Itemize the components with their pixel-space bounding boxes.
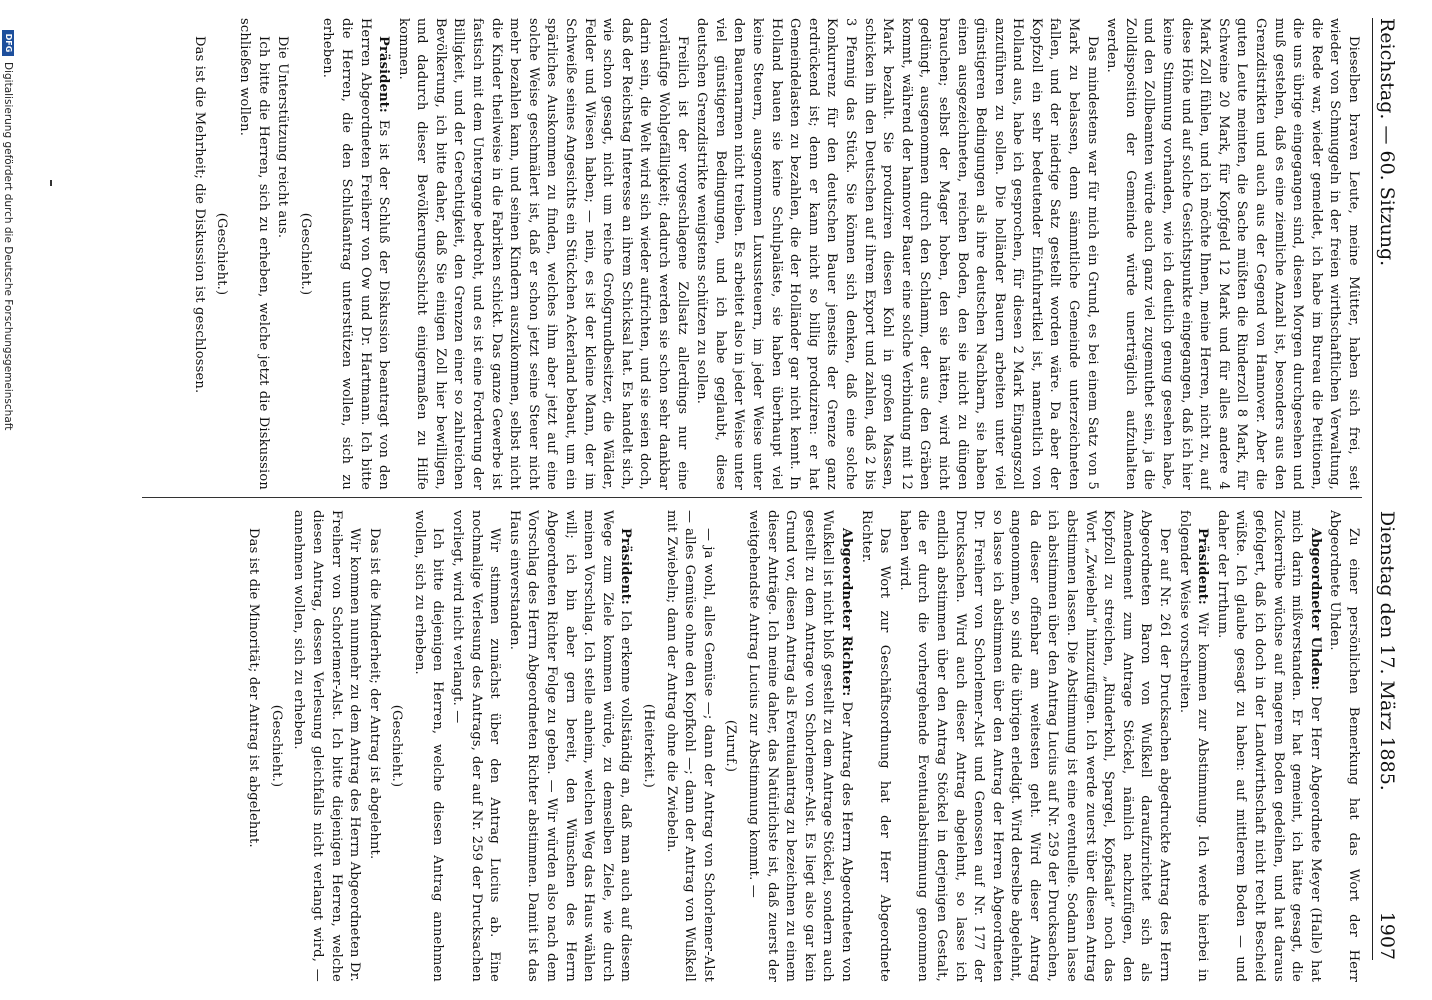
stage-note: (Geschieht.)	[297, 212, 313, 296]
running-head	[1372, 18, 1402, 960]
running-head-date: Dienstag den 17. März 1885.	[1376, 510, 1398, 791]
right-paragraph: Wir kommen nunmehr zu dem Antrag des Herrn Abgeordneten Dr. Freiherr von Schorlemer-Alst. Ich bitte diejenigen Herren, welche diesen Antrag, dessen Verlesung gleichfalls nicht verlangt wird, — annehmen wollen, sich zu erheben.	[291, 510, 363, 982]
right-paragraph: Wir stimmen zunächst über den Antrag Lucius ab. Eine nochmalige Verlesung des Antrags, der auf Nr. 259 der Drucksachen vorliegt, wird nicht verlangt. —	[450, 510, 503, 982]
richter-speech	[743, 510, 855, 982]
right-paragraph: — ja wohl, alles Gemüse —; dann der Antrag von Schorlemer-Alst — alles Gemüse ohne den Kopfkohl —; dann der Antrag von Wußkell mit Zwiebeln; dann der Antrag ohne die Zwiebeln.	[663, 510, 716, 982]
dfg-logo-icon: DFG	[2, 30, 14, 56]
running-head-right	[1376, 489, 1398, 960]
result-line: Das ist die Minorität; der Antrag ist abgelehnt.	[246, 528, 262, 848]
result-line: Das ist die Minderheit; der Antrag ist abgelehnt.	[366, 528, 382, 860]
speaker-name: Abgeordneter Richter:	[838, 528, 854, 697]
page-number: 1907	[1376, 911, 1398, 960]
left-paragraph: Die Unterstützung reicht aus.	[275, 36, 291, 239]
speech-text: Der Antrag des Herrn Abgeordneten von Wußkell ist nicht bloß gestellt zu dem Antrage Stöckel, sondern auch gestellt zu dem Antrage von Schorlemer-Alst. Es liegt also gar kein Grund vor, diesen Antrag als Eventualantrag zu bezeichnen zu einem dieser Anträge. Ich meine daher, das Natürlichste ist, daß zuerst der weitgehendste Antrag Lucius zur Abstimmung kommt. —	[746, 510, 854, 982]
result-line: Das ist die Mehrheit; die Diskussion ist geschlossen.	[191, 36, 207, 394]
right-paragraph: Ich bitte diejenigen Herren, welche diesen Antrag annehmen wollen, sich zu erheben.	[411, 510, 446, 982]
left-paragraph: Ich bitte die Herren, sich zu erheben, welche jetzt die Diskussion schließen wollen.	[236, 18, 271, 490]
speech-text: Wir kommen zur Abstimmung. Ich werde hierbei in folgender Weise vorschreiten.	[1176, 510, 1211, 982]
speech-text: Es ist der Schluß der Diskussion beantragt von den Herren Abgeordneten Freiherr von Ow und Dr. Hartmann. Ich bitte die Herren, die den Schlußantrag unterstützen wollen, sich zu erheben.	[320, 18, 392, 490]
speaker-name: Abgeordneter Uhden:	[1307, 528, 1323, 691]
right-column	[82, 510, 1362, 982]
uhden-speech	[1212, 510, 1324, 982]
stage-note: (Geschieht.)	[268, 704, 284, 788]
speech-text: Ich erkenne vollständig an, daß man auch auf diesem Wege zum Ziele kommen würde, zu demselben Ziele, wie durch meinen Vorschlag. Ich stelle anheim, welchen Weg das Haus wählen will; ich bin aber gern bereit, den Wünschen des Herrn Abgeordneten Richter Folge zu geben. — Wir würden also nach dem Vorschlag des Herrn Abgeordneten Richter abstimmen. Damit ist das Haus einverstanden.	[506, 510, 634, 982]
scan-artifact-mark	[50, 180, 52, 186]
president-speech	[504, 510, 634, 982]
speaker-name: Präsident:	[1195, 528, 1211, 605]
left-paragraph: Dieselben braven Leute, meine Mütter, haben sich frei, seit wieder von Schmuggeln in der freien wirthschaftlichen Verwaltung, die Rede war, wieder gemeldet, ich habe im Bureau die Petitionen, die uns übrige eingegangen sind, diesen Morgen durchgesehen und muß gestehen, daß es eine ziemliche Anzahl ist, besonders aus den Grenzdistrikten und auch aus der Gegend von Hannover. Aber die guten Leute meinten, die Sache müßten die Rinderzoll 8 Mark, für Schweine 20 Mark, für Kopfgeld 12 Mark und für alles andere 4 Mark Zoll fühlen, und ich möchte Ihnen, meine Herren, nicht zu, auf diese Höhe und auf solche Gesichtspunkte eingegangen, daß ich hier keine Stimmung vorhanden, wie ich deutlich genug gesehen habe, und den Zollbeamten würde auch ganz viel zugemuthet sein, ja die Zolldisposition der Gemeinde würde unerträglich aufzuhalten werden.	[1104, 18, 1361, 490]
running-head-left: Reichstag. — 60. Sitzung.	[1376, 18, 1398, 267]
left-paragraph: Das mindestens war für mich ein Grund, es bei einem Satz von 5 Mark zu belassen, denn sämmtliche Gemeinde unterzeichneten fallen, und der niedrige Satz gestellt worden wäre. Da aber der Kopfzoll ein sehr bedeutender Einfuhrartikel ist, namentlich von Holland aus, habe ich gesprochen, für diesen 2 Mark Eingangszoll anzuführen zu sollen. Die holländer Bauern arbeiten unter viel günstigeren Bedingungen als ihre deutschen Nachbarn, sie haben einen ausgezeichneten, reichen Boden, den sie nicht zu düngen brauchen; selbst der Mager hoben, den sie hätten, wird nicht gedüngt, ausgenommen durch den Schlamm, der aus den Gräben kommt, während der hannover Bauer eine solche Verbindung mit 12 Mark bezahlt. Sie produziren diesen Kohl in großen Massen, schicken ihn den Deutschen auf ihrem Export und zahlen, daß 2 bis 3 Pfennig das Stück. Sie können sich denken, daß eine solche Konkurrenz für den deutschen Bauer jenseits der Grenze ganz erdrückend ist; denn er kann nicht so billig produziren: er hat Gemeindelasten zu bezahlen, die der Holländer gar nicht kennt. In Holland bauen sie keine Schulpaläste, sie haben überhaupt viel keine Steuern, ausgenommen Luxussteuern, im jeder Weise unter den Bauernarmen nicht treiben. Es arbeitet also in jeder Weise unter viel günstigeren Bedingungen, und ich habe geglaubt, diese deutschen Grenzdistrikte wenigstens schützen zu sollen.	[694, 18, 1100, 490]
president-speech	[1174, 510, 1211, 982]
right-paragraph: Das Wort zur Geschäftsordnung hat der Herr Abgeordnete Richter.	[858, 510, 893, 982]
column-divider	[142, 497, 1362, 498]
right-paragraph: Zu einer persönlichen Bemerkung hat das Wort der Herr Abgeordnete Uhden.	[1327, 510, 1361, 982]
president-speech	[318, 18, 392, 490]
left-paragraph: Freilich ist der vorgeschlagene Zollsatz allerdings nur eine vorläufige Wohlgefälligkeit; dadurch werden sie schon sehr dankbar darin sein, die Welt wird sich wieder aufrichten, und sie seien doch, daß der Reichstag Interesse an ihrem Schicksal hat. Es handelt sich, wie schon gesagt, nicht um reiche Großgrundbesitzer, die Wälder, Felder und Wiesen haben; — nein, es ist der kleine Mann, der im Schweiße seines Angesichts ein Stückchen Ackerland bebaut, um ein spärliches Auskommen zu finden, welches ihm aber jetzt auf eine solche Weise geschmälert ist, daß er schon jetzt seine Steuer nicht mehr bezahlen kann, und seinen Kindern auszukommen, selbst nicht die Kinder theilweise in die Fabriken schickt. Das ganze Gewerbe ist fastisch mit dem Untergange bedroht, und es ist eine Forderung der Billigkeit, und der Gerechtigkeit, den Grenzen einer so zahlreichen Bevölkerung, ich bitte daher, daß Sie einigen Zoll hier bewilligen, und dadurch dieser Bevölkerungsschicht einigermaßen zu Hilfe kommen.	[395, 18, 690, 490]
speaker-name: Präsident:	[376, 36, 392, 113]
stage-note: (Zuruf.)	[723, 719, 739, 773]
stage-note: (Heiterkeit.)	[641, 703, 657, 789]
speech-text: Der Herr Abgeordnete Meyer (Halle) hat mich darin mißverstanden. Er hat gemeint, ich hätte gesagt, die Zuckerrübe wüchse auf magerem Boden gedeihen, und hat daraus gefolgert, daß ich doch in der Landwirthschaft nicht recht Bescheid wüßte. Ich glaube gesagt zu haben: auf mittlerem Boden — und daher der Irrthum.	[1214, 510, 1323, 982]
left-column	[82, 18, 1362, 490]
stage-note: (Geschieht.)	[389, 704, 405, 788]
speaker-name: Präsident:	[618, 528, 634, 605]
right-paragraph: Der auf Nr. 261 der Drucksachen abgedruckte Antrag des Herrn Abgeordneten Baron von Wußkell daraufzurichtet sich als Amendement zum Antrage Stöckel, nämlich nachzufügen, den Kopfzoll zu streichen, „Rinderkohl, Spargel, Kopfsalat“ noch das Wort „Zwiebeln“ hinzuzufügen. Ich werde zuerst über diesen Antrag abstimmen lassen. Die Abstimmung ist eine eventuelle. Sodann lasse ich abstimmen über den Antrag Lucius auf Nr. 259 der Drucksachen, da dieser offenbar am weitesten geht. Wird dieser Antrag angenommen, so sind die übrigen erledigt. Wird derselbe abgelehnt, so lasse ich abstimmen über den Antrag der Herren Abgeordneten Dr. Freiherr von Schorlemer-Alst und Genossen auf Nr. 177 der Drucksachen. Wird auch dieser Antrag abgelehnt, so lasse ich endlich abstimmen über den Antrag Stöckel in derjenigen Gestalt, die er durch die vorhergehende Eventualabstimmung genommen haben wird.	[896, 510, 1173, 982]
credit-text: Digitalisierung gefördert durch die Deutsche Forschungsgemeinschaft	[2, 62, 14, 431]
digitization-credit	[2, 0, 14, 1000]
stage-note: (Geschieht.)	[214, 212, 230, 296]
